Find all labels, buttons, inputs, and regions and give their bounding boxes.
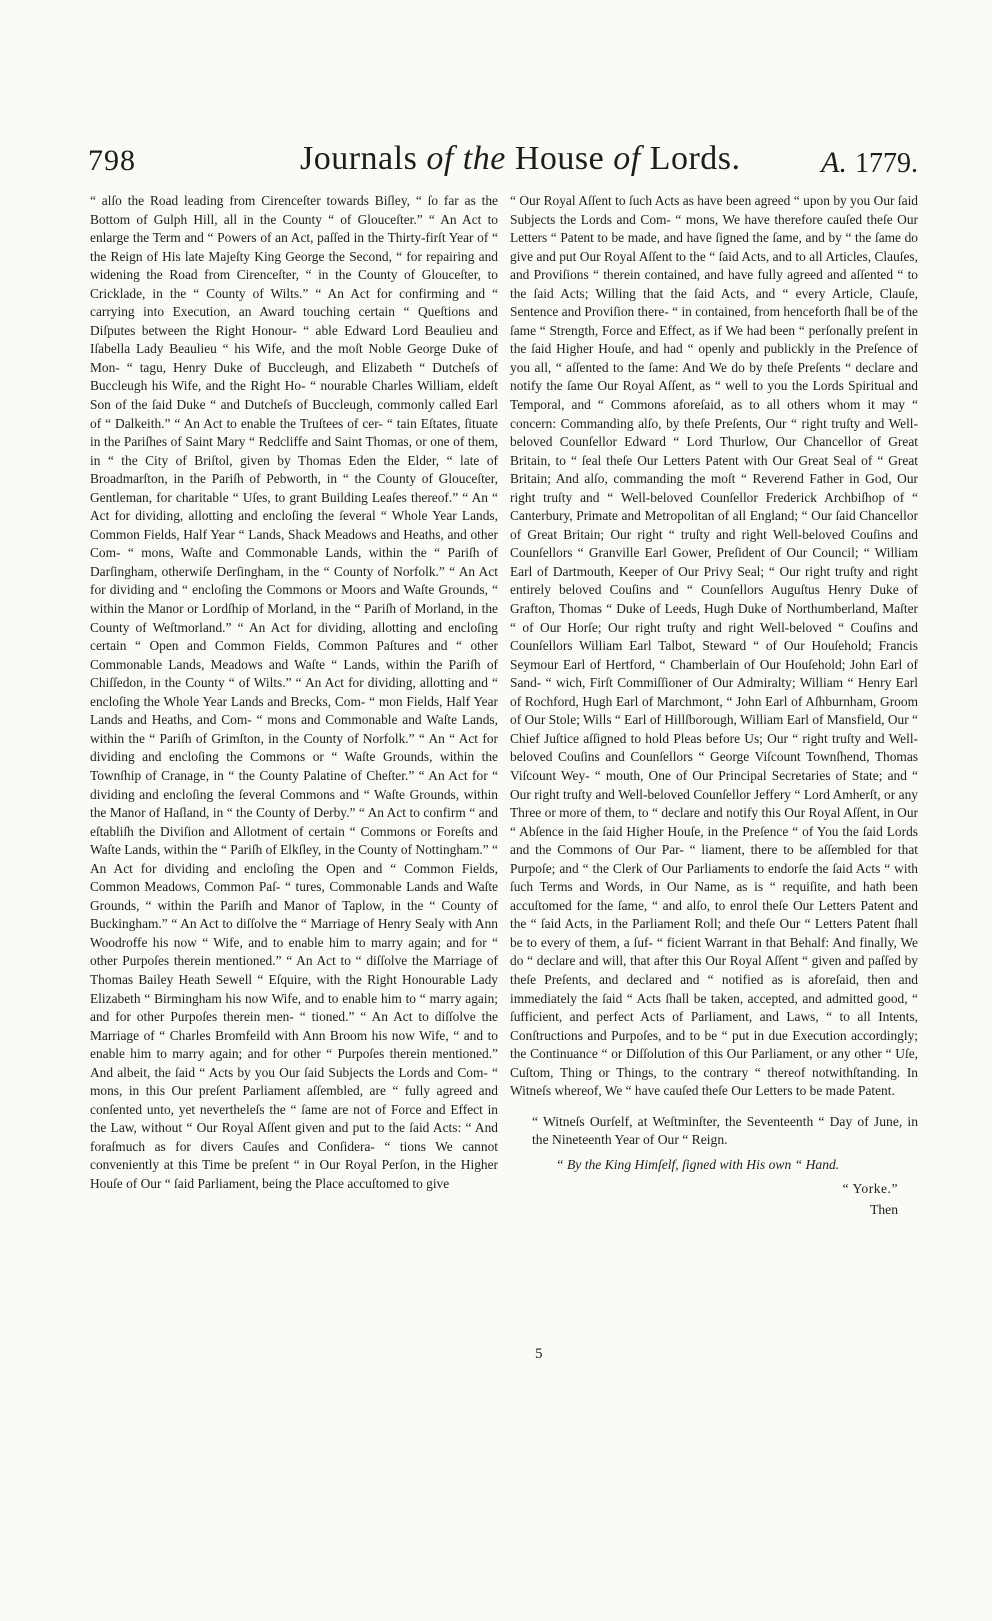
- page-header: [88, 140, 918, 194]
- signature-mark: 5: [535, 1346, 543, 1362]
- page-number: 798: [88, 144, 136, 177]
- year-heading: [821, 146, 918, 180]
- right-column: [510, 192, 918, 1219]
- witness-clause: “ Witneſs Ourſelf, at Weſtminſter, the Seventeenth “ Day of June, in the Nineteenth Year of Our “ Reign.: [532, 1113, 918, 1148]
- attestation: [510, 1113, 918, 1220]
- signer-name: “ Yorke.”: [842, 1181, 898, 1197]
- catchword: Then: [870, 1201, 898, 1217]
- title-of: of: [426, 140, 454, 177]
- title-journals: Journals: [300, 140, 418, 177]
- title-of-2: of: [613, 140, 641, 177]
- running-title: [300, 140, 741, 178]
- sign-manual: “ By the King Himſelf, ſigned with His own “ Hand.: [556, 1156, 840, 1172]
- left-column: [90, 192, 498, 1194]
- right-column-text: “ Our Royal Aſſent to ſuch Acts as have been agreed “ upon by you Our ſaid Subjects the Lords and Com- “ mons, We have therefore cauſed theſe Our Letters “ Patent to be made, and have ſigned the ſame, and by “ the ſame do give and put Our Royal Aſſent to the “ ſaid Acts, and to all Articles, Clauſes, and Proviſions “ therein contained, and have fully agreed and aſſented “ to the ſaid Acts; Willing that the ſaid Acts, and “ every Article, Clauſe, Sentence and Proviſion there- “ in contained, from henceforth ſhall be of the ſame “ Strength, Force and Effect, as if We had been “ perſonally preſent in the ſaid Higher Houſe, and had “ openly and publickly in the Preſence of you all, “ aſſented to the ſame: And We do by theſe Preſents “ declare and notify the ſame Our Royal Aſſent, as “ well to you the Lords Spiritual and Temporal, and “ Commons aforeſaid, as to all others whom it may “ concern: Commanding alſo, by theſe Preſents, Our “ right truſty and Well-beloved Counſellor Edward “ Lord Thurlow, Our Chancellor of Great Britain, to “ ſeal theſe Our Letters Patent with Our Great Seal of “ Great Britain; And alſo, commanding the moſt “ Reverend Father in God, Our right truſty and “ Well-beloved Counſellor Frederick Archbiſhop of “ Canterbury, Primate and Metropolitan of all England; “ Our ſaid Chancellor of Great Britain; Our right “ truſty and right Well-beloved Couſins and Counſellors “ Granville Earl Gower, Preſident of Our Council; “ William Earl of Dartmouth, Keeper of Our Privy Seal; “ Our right truſty and right entirely beloved Couſins and “ Counſellors Auguſtus Henry Duke of Grafton, Thomas “ Duke of Leeds, Hugh Duke of Northumberland, Maſter “ of Our Horſe; Our right truſty and right Well-beloved “ Couſins and Counſellors William Earl Talbot, Steward “ of Our Houſehold; Francis Seymour Earl of Hertford, “ Chamberlain of Our Houſehold; John Earl of Sand- “ wich, Firſt Commiſſioner of Our Admiralty; William “ Henry Earl of Rochford, Hugh Earl of Marchmont, “ John Earl of Aſhburnham, Groom of Our Stole; Wills “ Earl of Hillſborough, William Earl of Mansfield, Our “ Chief Juſtice aſſigned to hold Pleas before Us; Our “ right truſty and Well-beloved Couſins and Counſellors “ George Viſcount Townſhend, Thomas Viſcount Wey- “ mouth, One of Our Principal Secretaries of State; and “ Our right truſty and Well-beloved Counſellor Jeffery “ Lord Amherſt, or any Three or more of them, to “ declare and notify this Our Royal Aſſent, in Our “ Abſence in the ſaid Higher Houſe, in the Preſence “ of You the ſaid Lords and the Commons of Our Par- “ liament, there to be aſſembled for that Purpoſe; and “ the Clerk of Our Parliaments to endorſe the ſaid Acts “ with ſuch Terms and Words, in Our Name, as is “ requiſite, and hath been accuſtomed for the ſame, “ and alſo, to enrol theſe Our Letters Patent and the “ ſaid Acts, in the Parliament Roll; and theſe Our “ Letters Patent ſhall be to every of them, a ſuf- “ ficient Warrant in that Behalf: And finally, We do “ declare and will, that after this Our Royal Aſſent “ given and paſſed by theſe Preſents, and declared and “ notified as is aforeſaid, then and immediately the ſaid “ Acts ſhall be taken, accepted, and admitted good, “ ſufficient, and perfect Acts of Parliament, and Laws, “ to all Intents, Conſtructions and Purpoſes, and to be “ put in due Execution accordingly; the Continuance “ or Diſſolution of this Our Parliament, or any other “ Uſe, Cuſtom, Thing or Things, to the contrary “ thereof notwithſtanding. In Witneſs whereof, We “ have cauſed theſe Our Letters to be made Patent.: [510, 193, 918, 1099]
- title-the: the: [462, 140, 506, 177]
- left-column-text: “ alſo the Road leading from Cirenceſter towards Biſley, “ ſo far as the Bottom of Gulph Hill, all in the County “ of Glouceſter.” “ An Act to enlarge the Term and “ Powers of an Act, paſſed in the Thirty-firſt Year of “ the Reign of His late Majeſty King George the Second, “ for repairing and widening the Road from Cirenceſter, “ in the County of Glouceſter, to Cricklade, in the “ County of Wilts.” “ An Act for confirming and “ carrying into Execution, an Award touching certain “ Queſtions and Diſputes between the Right Honour- “ able Edward Lord Beaulieu and Iſabella Lady Beaulieu “ his Wife, and the moſt Noble George Duke of Mon- “ tagu, Henry Duke of Buccleugh, and Elizabeth “ Dutcheſs of Buccleugh his Wife, and the Right Ho- “ nourable Charles William, eldeſt Son of the ſaid Duke “ and Dutcheſs of Buccleugh, commonly called Earl of “ Dalkeith.” “ An Act to enable the Truſtees of cer- “ tain Eſtates, ſituate in the Pariſhes of Saint Mary “ Redcliffe and Saint Thomas, or one of them, in “ the City of Briſtol, given by Thomas Eden the Elder, “ late of Broadmarſton, in the Pariſh of Pebworth, in “ the County of Glouceſter, Gentleman, for charitable “ Uſes, to grant Building Leaſes thereof.” “ An “ Act for dividing, allotting and encloſing the ſeveral “ Whole Year Lands, Common Fields, Half Year “ Lands, Shack Meadows and Heaths, and other Com- “ mons, Waſte and Commonable Lands, within the “ Pariſh of Darſingham, otherwiſe Derſingham, in the “ County of Norfolk.” “ An Act for dividing and “ encloſing the Commons or Moors and Waſte Grounds, “ within the Manor or Lordſhip of Morland, in the “ Pariſh of Morland, in the County of Weſtmorland.” “ An Act for dividing, allotting and encloſing certain “ Open and Common Fields, Common Paſtures and “ other Commonable Lands, Meadows and Waſte “ Lands, within the Pariſh of Chiſſedon, in the County “ of Wilts.” “ An Act for dividing, allotting and “ encloſing the Whole Year Lands and Brecks, Com- “ mon Fields, Half Year Lands and Heaths, and Com- “ mons and Commonable and Waſte Lands, within the “ Pariſh of Grimſton, in the County of Norfolk.” “ An “ Act for dividing and encloſing the Commons or “ Waſte Grounds, within the Townſhip of Cranage, in “ the County Palatine of Cheſter.” “ An Act for “ dividing and encloſing the ſeveral Commons and “ Waſte Grounds, within the Manor of Haſland, in “ the County of Derby.” “ An Act to confirm “ and eſtabliſh the Diviſion and Allotment of certain “ Commons or Foreſts and Waſte Lands, within the “ Pariſh of Elkſley, in the County of Nottingham.” “ An Act for dividing and encloſing the Open and “ Common Fields, Common Meadows, Common Paſ- “ tures, Commonable Lands and Waſte Grounds, “ within the Pariſh and Manor of Taplow, in the “ County of Buckingham.” “ An Act to diſſolve the “ Marriage of Henry Sealy with Ann Woodroffe his now “ Wife, and to enable him to marry again; and for “ other Purpoſes therein mentioned.” “ An Act to “ diſſolve the Marriage of Thomas Bailey Heath Sewell “ Eſquire, with the Right Honourable Lady Elizabeth “ Birmingham his now Wife, and to enable him to “ marry again; and for other Purpoſes therein men- “ tioned.” “ An Act to diſſolve the Marriage of “ Charles Bromfeild with Ann Broom his now Wife, “ and to enable him to marry again; and for other “ Purpoſes therein mentioned.” And albeit, the ſaid “ Acts by you Our ſaid Subjects the Lords and Com- “ mons, in this Our preſent Parliament aſſembled, are “ fully agreed and conſented unto, yet nevertheleſs the “ ſame are not of Force and Effect in the Law, without “ Our Royal Aſſent given and put to the ſaid Acts: “ And foraſmuch as for divers Cauſes and Conſidera- “ tions We cannot conveniently at this Time be preſent “ in Our Royal Perſon, in the Higher Houſe of Our “ ſaid Parliament, being the Place accuſtomed to give: [90, 193, 498, 1191]
- year-value: 1779.: [855, 148, 918, 179]
- year-prefix: A.: [821, 146, 847, 179]
- title-house: House: [514, 140, 605, 177]
- title-lords: Lords.: [649, 140, 741, 177]
